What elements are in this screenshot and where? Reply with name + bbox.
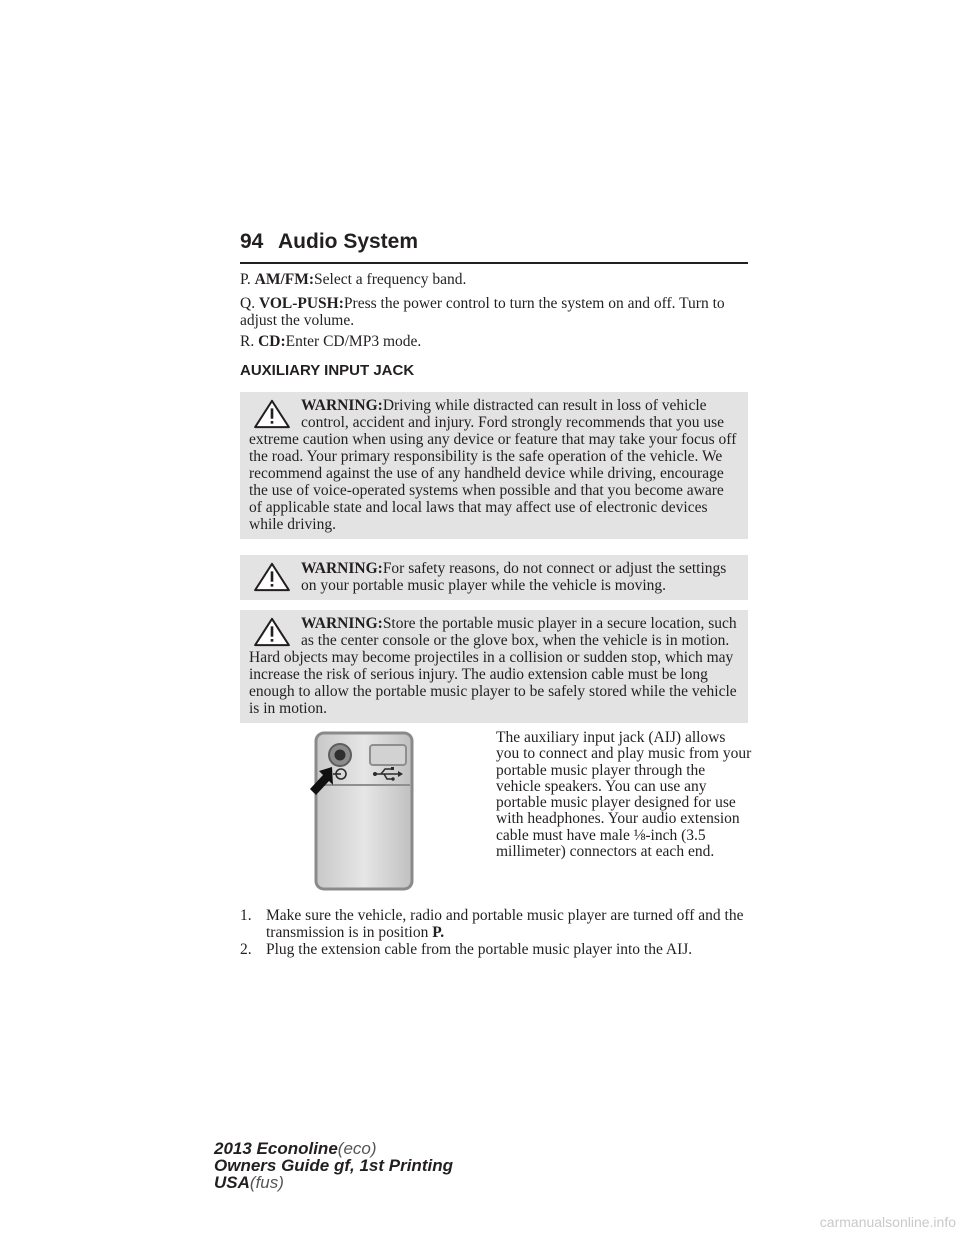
warning-box: WARNING:Driving while distracted can result in loss of vehicle control, accident and injury. Ford strongly recommends that you use extreme caution when using any device or feature that may take your focus off the road. Your primary responsibility is the safe operation of the vehicle. We recommend against the use of any handheld device while driving, encourage the use of voice-operated systems when possible and that you become aware of applicable state and local laws that may affect use of electronic devices while driving. bbox=[240, 392, 748, 539]
step-item: 2. Plug the extension cable from the portable music player into the AIJ. bbox=[240, 941, 693, 958]
aux-jack-illustration bbox=[296, 727, 418, 893]
warning-triangle-icon bbox=[253, 617, 291, 647]
warning-box: WARNING:Store the portable music player in a secure location, such as the center console or the glove box, when the vehicle is in motion. Hard objects may become projectiles in a collision or sudden stop, which may increase the risk of serious injury. The audio extension cable must be long enough to allow the portable music player to be safely stored while the vehicle is in motion. bbox=[240, 610, 748, 723]
item-q: Q. VOL-PUSH:Press the power control to turn the system on and off. Turn to adjust the volume. bbox=[240, 295, 725, 329]
aij-description: The auxiliary input jack (AIJ) allows you to connect and play music from your portable music player through the vehicle speakers. You can use any portable music player designed for use with headphones. Your audio extension cable must have male ⅛-inch (3.5 millimeter) connectors at each end. bbox=[496, 729, 752, 861]
step-item: 1. Make sure the vehicle, radio and portable music player are turned off and the transmission is in position P. bbox=[240, 907, 744, 941]
page-header bbox=[240, 228, 748, 264]
usb-port bbox=[370, 745, 406, 765]
warning-triangle-icon bbox=[253, 399, 291, 429]
watermark: carmanualsonline.info bbox=[819, 1214, 956, 1230]
warning-box: WARNING:For safety reasons, do not connect or adjust the settings on your portable music player while the vehicle is moving. bbox=[240, 555, 748, 600]
item-p: P. AM/FM:Select a frequency band. bbox=[240, 271, 467, 288]
section-heading: AUXILIARY INPUT JACK bbox=[240, 362, 415, 379]
page-number: 94 bbox=[240, 230, 264, 253]
section-title: Audio System bbox=[278, 230, 419, 253]
warning-triangle-icon bbox=[253, 562, 291, 592]
item-r: R. CD:Enter CD/MP3 mode. bbox=[240, 333, 422, 350]
page-footer: 2013 Econoline(eco) Owners Guide gf, 1st Printing USA(fus) bbox=[214, 1139, 453, 1192]
